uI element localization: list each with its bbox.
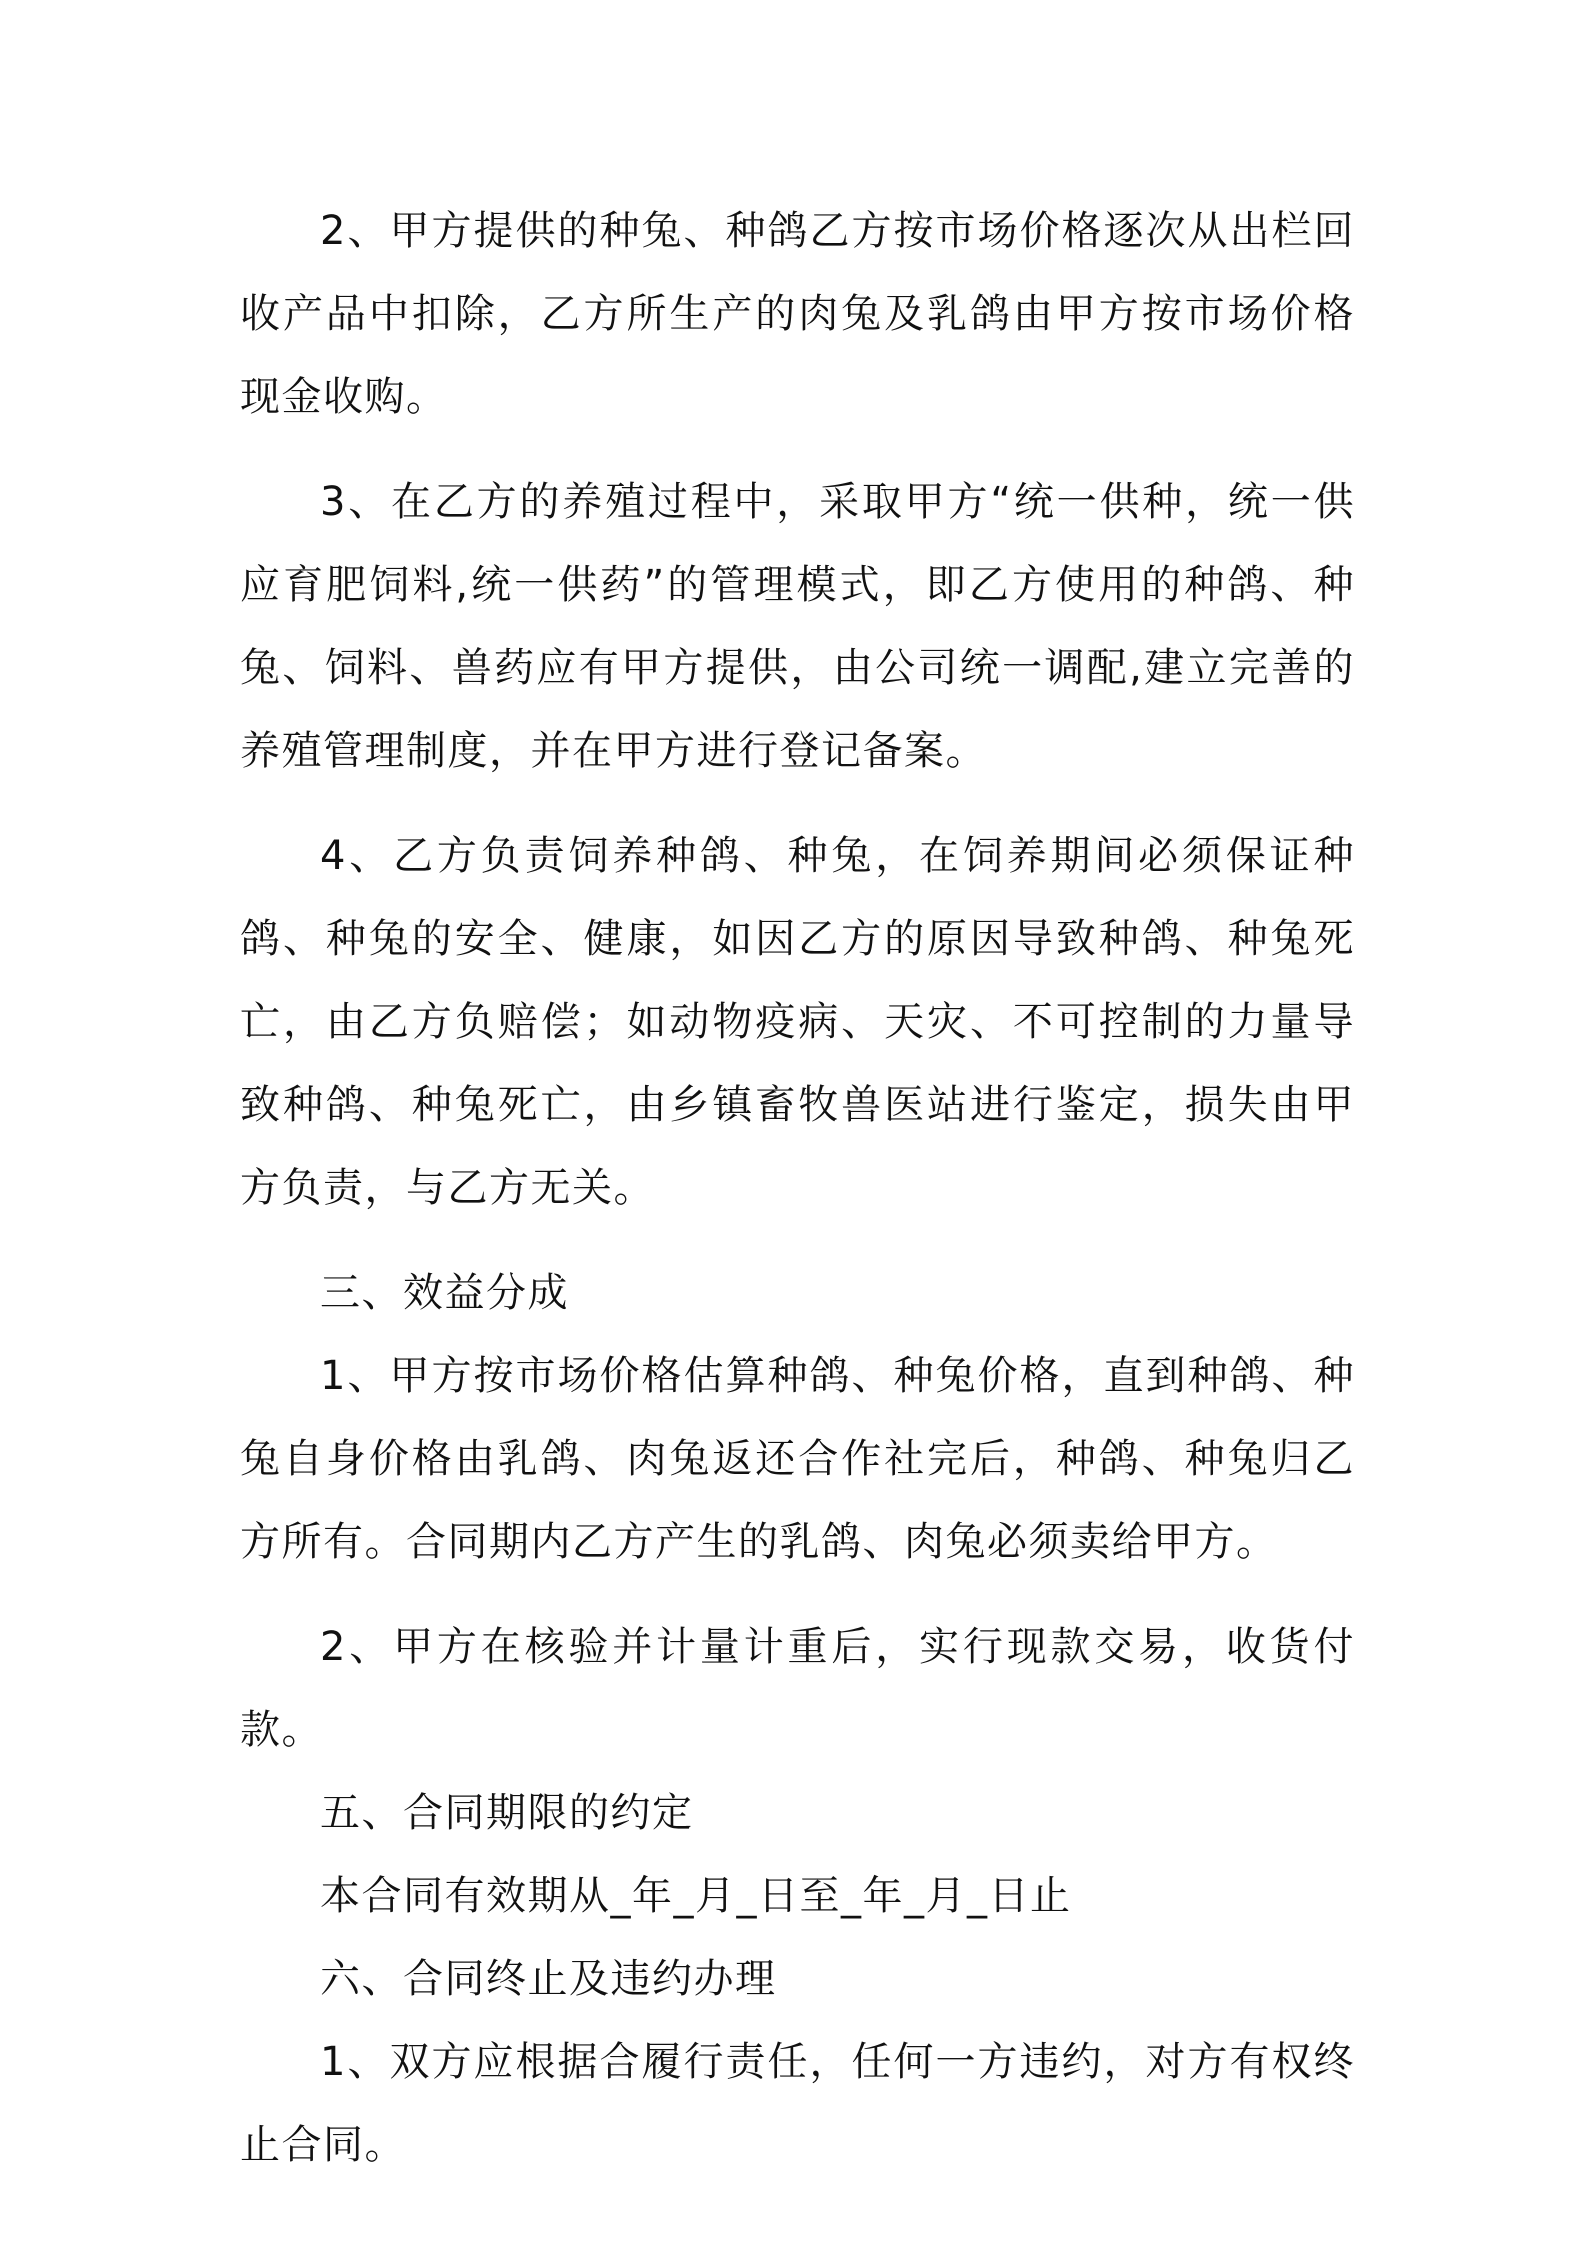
contract-term-text: 本合同有效期从_年_月_日至_年_月_日止 [320,1873,1072,1919]
section-heading-contract-term: 五、合同期限的约定 [320,1790,694,1836]
clause-2-payment: 2、甲方提供的种兔、种鸽乙方按市场价格逐次从出栏回收产品中扣除，乙方所生产的肉兔及乳鸽由甲方按市场价格现金收购。 [240,208,1355,420]
section-heading-benefit-sharing: 三、效益分成 [320,1270,569,1316]
clause-benefit-1: 1、甲方按市场价格估算种鸽、种兔价格，直到种鸽、种兔自身价格由乳鸽、肉兔返还合作社完后，种鸽、种兔归乙方所有。合同期内乙方产生的乳鸽、肉兔必须卖给甲方。 [240,1353,1355,1565]
clause-termination-1: 1、双方应根据合履行责任，任何一方违约，对方有权终止合同。 [240,2039,1355,2168]
document-body [240,190,1355,2209]
clause-3-management-mode: 3、在乙方的养殖过程中，采取甲方“统一供种，统一供应育肥饲料,统一供药”的管理模式，即乙方使用的种鸽、种兔、饲料、兽药应有甲方提供，由公司统一调配,建立完善的养殖管理制度，并在甲方进行登记备案。 [240,479,1355,774]
clause-4-breeding-responsibility: 4、乙方负责饲养种鸽、种兔，在饲养期间必须保证种鸽、种兔的安全、健康，如因乙方的原因导致种鸽、种兔死亡，由乙方负赔偿；如动物疫病、天灾、不可控制的力量导致种鸽、种兔死亡，由乡镇畜牧兽医站进行鉴定，损失由甲方负责，与乙方无关。 [240,833,1355,1211]
section-heading-termination: 六、合同终止及违约办理 [320,1956,777,2002]
clause-benefit-2: 2、甲方在核验并计量计重后，实行现款交易，收货付款。 [240,1624,1355,1753]
